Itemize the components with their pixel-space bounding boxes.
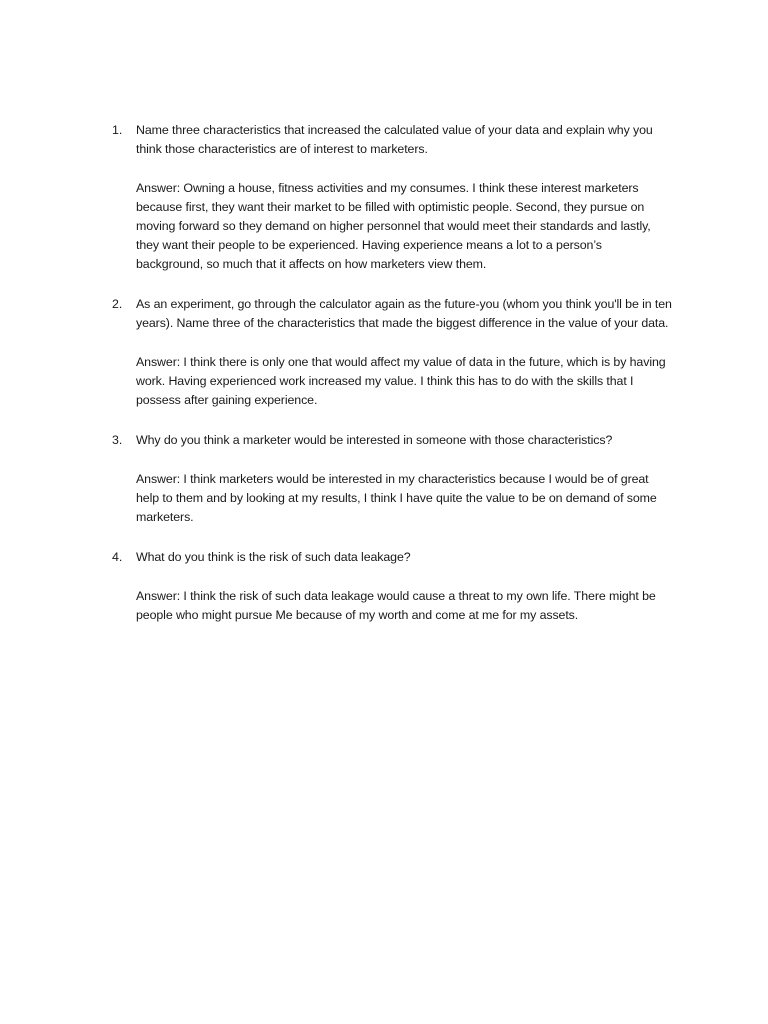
question-item-3 bbox=[112, 431, 672, 527]
question-number: 3. bbox=[112, 433, 123, 447]
question-item-4 bbox=[112, 548, 672, 625]
question-text: Name three characteristics that increased the calculated value of your data and explain why you think those characteristics are of interest to marketers. bbox=[136, 123, 653, 156]
question-text: Why do you think a marketer would be interested in someone with those characteristics? bbox=[136, 433, 613, 447]
question-number: 2. bbox=[112, 297, 123, 311]
question-item-1 bbox=[112, 121, 672, 274]
question-text: As an experiment, go through the calculator again as the future-you (whom you think you'll be in ten years). Name three of the characteristics that made the biggest difference in the value of your data. bbox=[136, 297, 672, 330]
question-list bbox=[112, 121, 672, 625]
answer-text: Answer: I think there is only one that would affect my value of data in the future, which is by having work. Having experienced work increased my value. I think this has to do with the skills that I possess after gaining experience. bbox=[136, 355, 666, 407]
answer-text: Answer: Owning a house, fitness activities and my consumes. I think these interest marketers because first, they want their market to be filled with optimistic people. Second, they pursue on moving forward so they demand on higher personnel that would meet their standards and lastly, they want their people to be experienced. Having experience means a lot to a person’s background, so much that it affects on how marketers view them. bbox=[136, 181, 651, 271]
question-number: 1. bbox=[112, 123, 123, 137]
question-number: 4. bbox=[112, 550, 123, 564]
question-item-2 bbox=[112, 295, 672, 410]
answer-text: Answer: I think marketers would be interested in my characteristics because I would be of great help to them and by looking at my results, I think I have quite the value to be on demand of some marketers. bbox=[136, 472, 657, 524]
answer-text: Answer: I think the risk of such data leakage would cause a threat to my own life. There might be people who might pursue Me because of my worth and come at me for my assets. bbox=[136, 589, 656, 622]
question-text: What do you think is the risk of such data leakage? bbox=[136, 550, 411, 564]
